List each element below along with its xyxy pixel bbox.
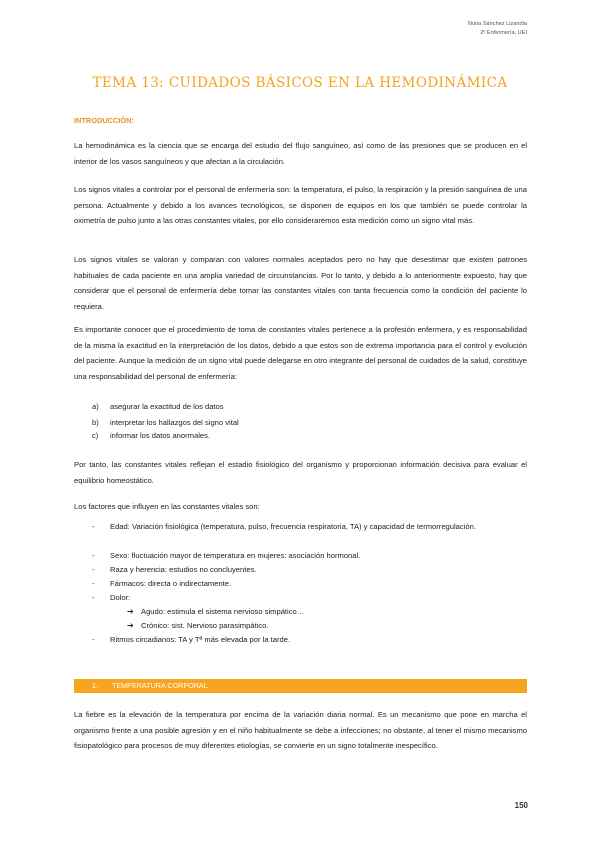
factor-text: Edad: Variación fisiológica (temperatura, pulso, frecuencia respiratoria, TA) y capacidad de termorregulación.	[110, 522, 476, 531]
course-name: 2º Enfermería, UEI	[480, 30, 527, 36]
page-number: 150	[514, 801, 528, 810]
pain-subitem	[127, 621, 268, 630]
dash-marker: -	[92, 551, 95, 560]
factor-item	[92, 520, 527, 534]
paragraph-factors-intro: Los factores que influyen en las constantes vitales son:	[74, 502, 260, 511]
factor-text: Ritmos circadianos: TA y Tª más elevada por la tarde.	[110, 635, 291, 644]
list-item	[92, 418, 239, 427]
paragraph-hemodynamics: La hemodinámica es la ciencia que se encarga del estudio del flujo sanguíneo, así como de las presiones que se producen en el interior de los vasos sanguíneos y que afectan a la circulación.	[74, 141, 527, 166]
paragraph-vital-signs: Los signos vitales a controlar por el personal de enfermería son: la temperatura, el pulso, la respiración y la presión sanguínea de una persona. Actualmente y debido a los avances tecnológicos, se disponen de equipos en los que también se puede controlar la oximetría de pulso junto a las otras constantes vitales, por ello consideraremos esta medición como un signo vital más.	[74, 185, 527, 226]
arrow-right-icon: ➔	[127, 607, 134, 616]
dash-marker: -	[92, 579, 95, 588]
list-text: informar los datos anormales.	[110, 431, 211, 440]
pain-subitem	[127, 607, 304, 616]
list-marker: c)	[92, 431, 99, 440]
dash-marker: -	[92, 522, 95, 531]
factor-item	[92, 551, 360, 560]
intro-heading: INTRODUCCIÓN:	[74, 116, 134, 125]
factor-text: Dolor:	[110, 593, 131, 602]
dash-marker: -	[92, 635, 95, 644]
factor-text: Raza y herencia: estudios no concluyentes.	[110, 565, 257, 574]
paragraph-fever: La fiebre es la elevación de la temperatura por encima de la variación diaria normal. Es un mecanismo que pone en marcha el organismo frente a una posible agresión y en el niño habitualmente se debe a infecciones; no obstante, al tener el mismo mecanismo fisiopatológico para procesos de muy diferentes etiologías, se convierte en un signo totalmente inespecífico.	[74, 710, 527, 751]
paragraph-homeostasis: Por tanto, las constantes vitales reflejan el estadio fisiológico del organismo y proporcionan información decisiva para evaluar el equilibrio homeostático.	[74, 460, 527, 485]
paragraph-responsibility: Es importante conocer que el procedimiento de toma de constantes vitales pertenece a la profesión enfermera, y es responsabilidad de la misma la exactitud en la interpretación de los datos, debido a que estos son de extrema importancia para el control y evolución del paciente. Aunque la medición de un signo vital puede delegarse en otro integrante del personal de cuidados de la salud, constituye una responsabilidad del personal de enfermería:	[74, 325, 527, 381]
pain-subitem-text: Agudo: estimula el sistema nervioso simpático…	[141, 607, 305, 616]
author-name: Nuria Sánchez Lizandia	[467, 21, 527, 27]
factor-text: Fármacos: directa o indirectamente.	[110, 579, 232, 588]
page-title: TEMA 13: CUIDADOS BÁSICOS EN LA HEMODINÁMICA	[92, 75, 508, 91]
section-heading-bar	[74, 679, 527, 693]
pain-subitem-text: Crónico: sist. Nervioso parasimpático.	[141, 621, 269, 630]
arrow-right-icon: ➔	[127, 621, 134, 630]
dash-marker: -	[92, 565, 95, 574]
section-title: TEMPERATURA CORPORAL	[112, 681, 208, 690]
factor-item	[92, 593, 130, 602]
factor-text: Sexo: fluctuación mayor de temperatura en mujeres: asociación hormonal.	[110, 551, 361, 560]
factor-item	[92, 579, 231, 588]
section-number: 1.	[92, 681, 98, 690]
factor-item	[92, 565, 256, 574]
dash-marker: -	[92, 593, 95, 602]
list-text: asegurar la exactitud de los datos	[110, 402, 224, 411]
factor-item	[92, 635, 290, 644]
list-item	[92, 402, 224, 411]
list-text: interpretar los hallazgos del signo vital	[110, 418, 239, 427]
list-item	[92, 431, 210, 440]
page-header	[468, 20, 527, 38]
list-marker: a)	[92, 402, 99, 411]
paragraph-assessment: Los signos vitales se valoran y comparan con valores normales aceptados pero no hay que desestimar que existen patrones habituales de cada paciente en una amplia variedad de circunstancias. Por lo tanto, y debido a lo anteriormente expuesto, hay que considerar que el personal de enfermería debe tomar las constantes vitales con tanta frecuencia como la condición del paciente lo requiera.	[74, 255, 527, 311]
list-marker: b)	[92, 418, 99, 427]
